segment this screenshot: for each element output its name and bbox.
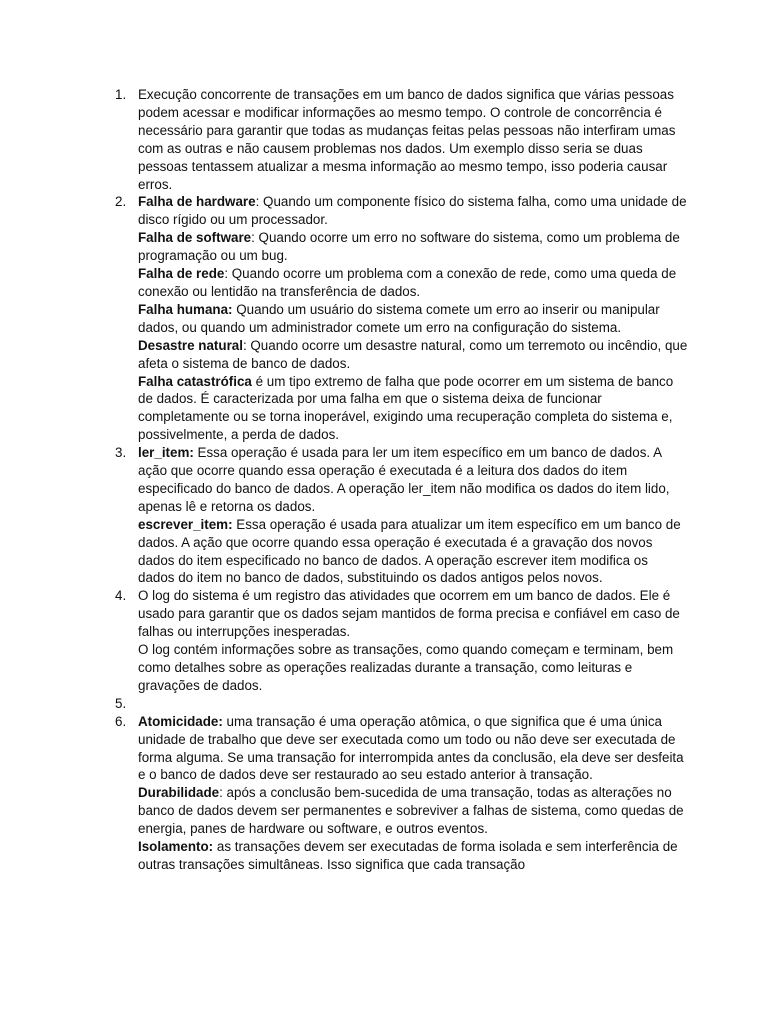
item-term: Desastre natural — [138, 337, 243, 353]
list-item-4 — [0, 587, 768, 694]
item-paragraph — [138, 641, 688, 695]
list-item-1 — [0, 86, 768, 193]
item-text: Essa operação é usada para ler um item específico em um banco de dados. A ação que ocorre quando essa operação é executada é a leitura dos dados do item especificado do banco de dados. A operação ler_item não modifica os dados do item lido, apenas lê e retorna os dados. — [138, 445, 670, 514]
item-paragraph — [138, 784, 688, 838]
item-term: Falha catastrófica — [138, 373, 252, 389]
item-term: Falha de hardware — [138, 194, 256, 210]
item-paragraph — [138, 301, 688, 337]
item-paragraph — [138, 86, 688, 193]
item-paragraph — [138, 444, 688, 516]
item-term: escrever_item: — [138, 516, 233, 532]
item-number: 5. — [115, 695, 127, 711]
item-term: Isolamento: — [138, 839, 214, 855]
item-paragraph — [138, 516, 688, 588]
item-text: as transações devem ser executadas de forma isolada e sem interferência de outras transações simultâneas. Isso significa que cada transação — [138, 839, 678, 872]
item-term: Durabilidade — [138, 785, 220, 801]
item-number: 6. — [115, 713, 127, 729]
item-paragraph — [138, 337, 688, 373]
list-item-2 — [0, 193, 768, 444]
item-term: Falha de rede — [138, 266, 225, 282]
list-item-3 — [0, 444, 768, 587]
numbered-list — [0, 86, 768, 874]
item-number: 2. — [115, 194, 127, 210]
list-item-6 — [0, 713, 768, 874]
item-paragraph — [138, 265, 688, 301]
item-term: Atomicidade: — [138, 713, 223, 729]
item-paragraph — [138, 373, 688, 445]
item-text: é um tipo extremo de falha que pode ocorrer em um sistema de banco de dados. É caracterizada por uma falha em que o sistema deixa de funcionar completamente ou se torna inoperável, exigindo uma recuperação completa do sistema e, possivelmente, a perda de dados. — [138, 373, 674, 443]
item-paragraph — [138, 587, 688, 641]
item-paragraph — [138, 193, 688, 229]
item-number: 4. — [115, 588, 127, 604]
item-number: 3. — [115, 445, 127, 461]
item-paragraph — [138, 838, 688, 874]
item-term: ler_item: — [138, 445, 194, 461]
item-text: : Quando ocorre um desastre natural, como um terremoto ou incêndio, que afeta o sistema de banco de dados. — [138, 337, 688, 371]
item-text: Quando um usuário do sistema comete um erro ao inserir ou manipular dados, ou quando um administrador comete um erro na configuração do sistema. — [138, 301, 660, 335]
item-text: O log do sistema é um registro das atividades que ocorrem em um banco de dados. Ele é usado para garantir que os dados sejam mantidos de forma precisa e confiável em caso de falhas ou interrupções inesperadas. — [138, 588, 680, 640]
item-text: Execução concorrente de transações em um banco de dados significa que várias pessoas podem acessar e modificar informações ao mesmo tempo. O controle de concorrência é necessário para garantir que todas as mudanças feitas pelas pessoas não interfiram umas com as outras e não causem problemas nos dados. Um exemplo disso seria se duas pessoas tentassem atualizar a mesma informação ao mesmo tempo, isso poderia causar erros. — [138, 87, 676, 192]
item-paragraph — [138, 229, 688, 265]
item-text: : Quando ocorre um problema com a conexão de rede, como uma queda de conexão ou lentidão na transferência de dados. — [138, 266, 677, 299]
item-text: : Quando um componente físico do sistema falha, como uma unidade de disco rígido ou um processador. — [138, 194, 687, 228]
item-text: O log contém informações sobre as transações, como quando começam e terminam, bem como detalhes sobre as operações realizadas durante a transação, como leituras e gravações de dados. — [138, 642, 674, 693]
empty-item-body — [138, 695, 688, 713]
item-text: uma transação é uma operação atômica, o que significa que é uma única unidade de trabalho que deve ser executada como um todo ou não deve ser executada de forma alguma. Se uma transação for interrompida antes da conclusão, ela deve ser desfeita e o banco de dados deve ser restaurado ao seu estado anterior à transação. — [138, 713, 684, 783]
item-term: Falha de software — [138, 230, 252, 246]
list-item-5 — [0, 695, 768, 713]
item-term: Falha humana: — [138, 301, 233, 317]
item-text: : Quando ocorre um erro no software do sistema, como um problema de programação ou um bug. — [138, 230, 680, 264]
item-paragraph — [138, 713, 688, 785]
item-number: 1. — [115, 87, 127, 102]
item-text: Essa operação é usada para atualizar um item específico em um banco de dados. A ação que ocorre quando essa operação é executada é a gravação dos novos dados do item especificado no banco de dados. A operação escrever item modifica os dados do item no banco de dados, substituindo os dados antigos pelos novos. — [138, 516, 681, 586]
item-text: : após a conclusão bem-sucedida de uma transação, todas as alterações no banco de dados devem ser permanentes e sobreviver a falhas de sistema, como quedas de energia, panes de hardware ou software, e outros eventos. — [138, 785, 684, 837]
